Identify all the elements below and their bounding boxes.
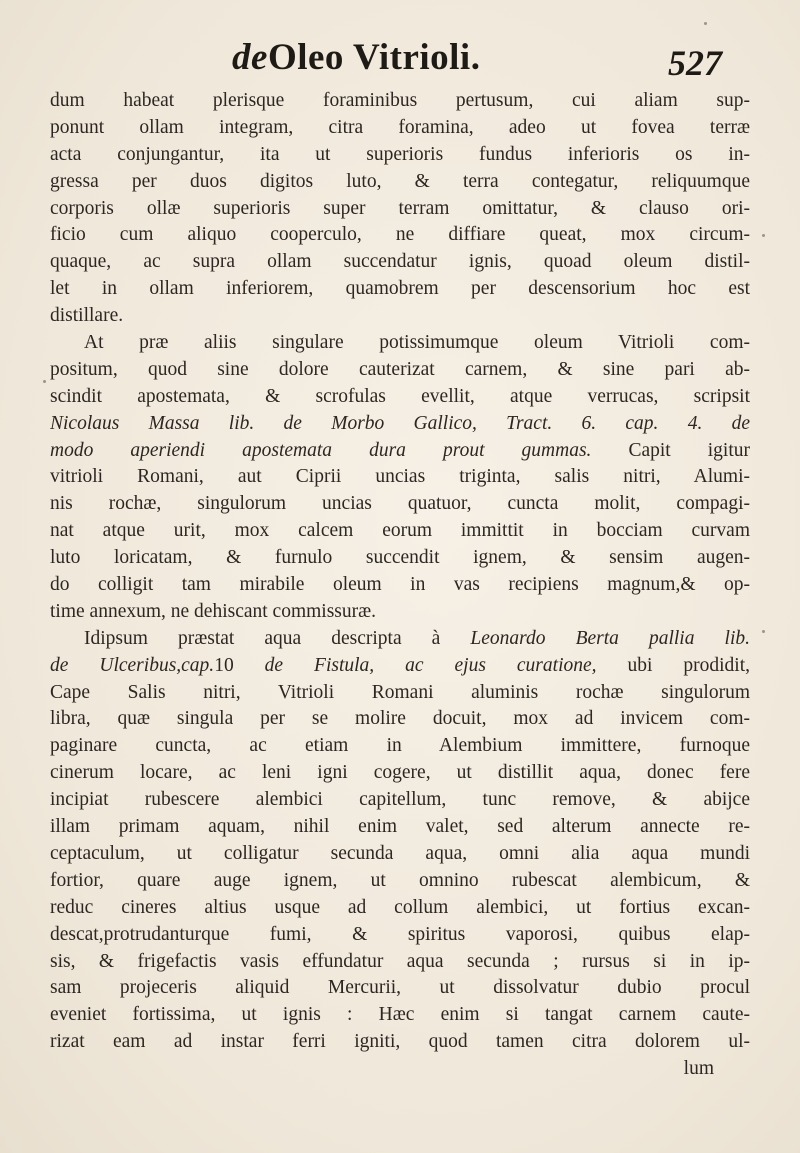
text-line: [50, 787, 750, 814]
ink-speck: [762, 234, 765, 237]
text-run: paginare cuncta, ac etiam in Alembium immittere, furnoque: [50, 735, 750, 757]
text-run: scindit apostemata, & scrofulas evellit, atque verrucas, scripsit: [50, 385, 750, 407]
text-line: [50, 599, 750, 626]
text-line: [50, 949, 750, 976]
text-run: ceptaculum, ut colligatur secunda aqua, omni alia aqua mundi: [50, 842, 750, 864]
text-run: incipiat rubescere alembici capitellum, tunc remove, & abijce: [50, 789, 750, 811]
text-run: luto loricatam, & furnulo succendit ignem, & sensim augen-: [50, 547, 750, 569]
text-run: nat atque urit, mox calcem eorum immittit in bocciam curvam: [50, 520, 750, 542]
text-run: dum habeat plerisque foraminibus pertusum, cui aliam sup-: [50, 90, 750, 111]
text-line: [50, 142, 750, 169]
text-run: quaque, ac supra ollam succendatur ignis, quoad oleum distil-: [50, 251, 750, 273]
text-line: [50, 1029, 750, 1056]
text-line: [50, 841, 750, 868]
text-line: [50, 545, 750, 572]
text-line: [50, 491, 750, 518]
text-line: [50, 303, 750, 330]
text-run: let in ollam inferiorem, quamobrem per descensorium hoc est: [50, 278, 750, 300]
page-number: 527: [668, 43, 722, 83]
text-run: 10: [214, 654, 265, 676]
text-run: eveniet fortissima, ut ignis : Hæc enim si tangat carnem caute-: [50, 1004, 750, 1026]
text-line: [50, 760, 750, 787]
text-line: [50, 518, 750, 545]
page-header: [0, 36, 800, 86]
text-run: illam primam aquam, nihil enim valet, sed alterum annecte re-: [50, 816, 750, 838]
text-line: [50, 169, 750, 196]
text-line: [50, 222, 750, 249]
italic-text-run: Leonardo Berta pallia lib.: [470, 627, 750, 649]
text-line: [50, 464, 750, 491]
text-run: nis rochæ, singulorum uncias quatuor, cuncta molit, compagi-: [50, 493, 750, 515]
text-line: [50, 653, 750, 680]
text-line: [50, 895, 750, 922]
text-run: positum, quod sine dolore cauterizat carnem, & sine pari ab-: [50, 358, 750, 380]
italic-text-run: de Ulceribus,cap.: [50, 654, 215, 676]
text-run: fortior, quare auge ignem, ut omnino rubescat alembicum, &: [50, 869, 750, 891]
text-line: [50, 438, 750, 465]
text-run: corporis ollæ superioris super terram omittatur, & clauso ori-: [50, 197, 750, 219]
text-run: acta conjungantur, ita ut superioris fundus inferioris os in-: [50, 143, 750, 165]
running-head-title: Oleo Vitrioli.: [267, 37, 481, 78]
text-line: [50, 868, 750, 895]
text-run: Capit igitur: [591, 439, 750, 461]
text-line: [50, 626, 750, 653]
text-line: [50, 276, 750, 303]
text-line: [50, 706, 750, 733]
text-run: At præ aliis singulare potissimumque oleum Vitrioli com-: [84, 332, 750, 354]
text-line: [50, 115, 750, 142]
text-line: [50, 249, 750, 276]
text-line: [50, 196, 750, 223]
body-text: [50, 88, 750, 1083]
text-run: ficio cum aliquo cooperculo, ne diffiare queat, mox circum-: [50, 224, 750, 246]
text-line: [50, 330, 750, 357]
text-line: [50, 680, 750, 707]
text-line: [50, 357, 750, 384]
italic-text-run: de Fistula, ac ejus curatione,: [264, 654, 597, 676]
ink-speck: [704, 22, 707, 25]
running-head-prefix: de: [232, 37, 268, 78]
text-run: do colligit tam mirabile oleum in vas recipiens magnum,& op-: [50, 574, 750, 596]
text-run: libra, quæ singula per se molire docuit, mox ad invicem com-: [50, 708, 750, 730]
text-run: cinerum locare, ac leni igni cogere, ut distillit aqua, donec fere: [50, 762, 750, 784]
catchword: lum: [683, 1058, 714, 1080]
ink-speck: [762, 630, 765, 633]
text-run: reduc cineres altius usque ad collum alembici, ut fortius excan-: [50, 896, 750, 918]
text-run: sis, & frigefactis vasis effundatur aqua secunda ; rursus si in ip-: [50, 950, 750, 972]
text-run: sam projeceris aliquid Mercurii, ut dissolvatur dubio procul: [50, 977, 750, 999]
text-run: distillare.: [50, 305, 124, 327]
text-line: [50, 1002, 750, 1029]
text-run: ubi prodidit,: [596, 654, 750, 676]
italic-text-run: modo aperiendi apostemata dura prout gummas.: [50, 439, 592, 461]
text-run: descat,protrudanturque fumi, & spiritus vaporosi, quibus elap-: [50, 923, 750, 945]
text-line: [50, 384, 750, 411]
ink-speck: [43, 380, 46, 383]
running-head: [232, 36, 480, 79]
text-line: [50, 814, 750, 841]
text-run: gressa per duos digitos luto, & terra contegatur, reliquumque: [50, 170, 750, 192]
text-line: [50, 922, 750, 949]
text-run: ponunt ollam integram, citra foramina, adeo ut fovea terræ: [50, 116, 750, 138]
text-run: time annexum, ne dehiscant commissuræ.: [50, 600, 377, 622]
text-run: vitrioli Romani, aut Ciprii uncias triginta, salis nitri, Alumi-: [50, 466, 750, 488]
text-line: [50, 88, 750, 115]
text-line: [50, 733, 750, 760]
text-line: [50, 411, 750, 438]
text-line: [50, 572, 750, 599]
text-run: Idipsum præstat aqua descripta à: [84, 627, 471, 649]
text-line: [50, 975, 750, 1002]
italic-text-run: Nicolaus Massa lib. de Morbo Gallico, Tract. 6. cap. 4. de: [50, 412, 750, 434]
text-run: Cape Salis nitri, Vitrioli Romani aluminis rochæ singulorum: [50, 681, 750, 703]
text-run: rizat eam ad instar ferri igniti, quod tamen citra dolorem ul-: [50, 1031, 750, 1053]
